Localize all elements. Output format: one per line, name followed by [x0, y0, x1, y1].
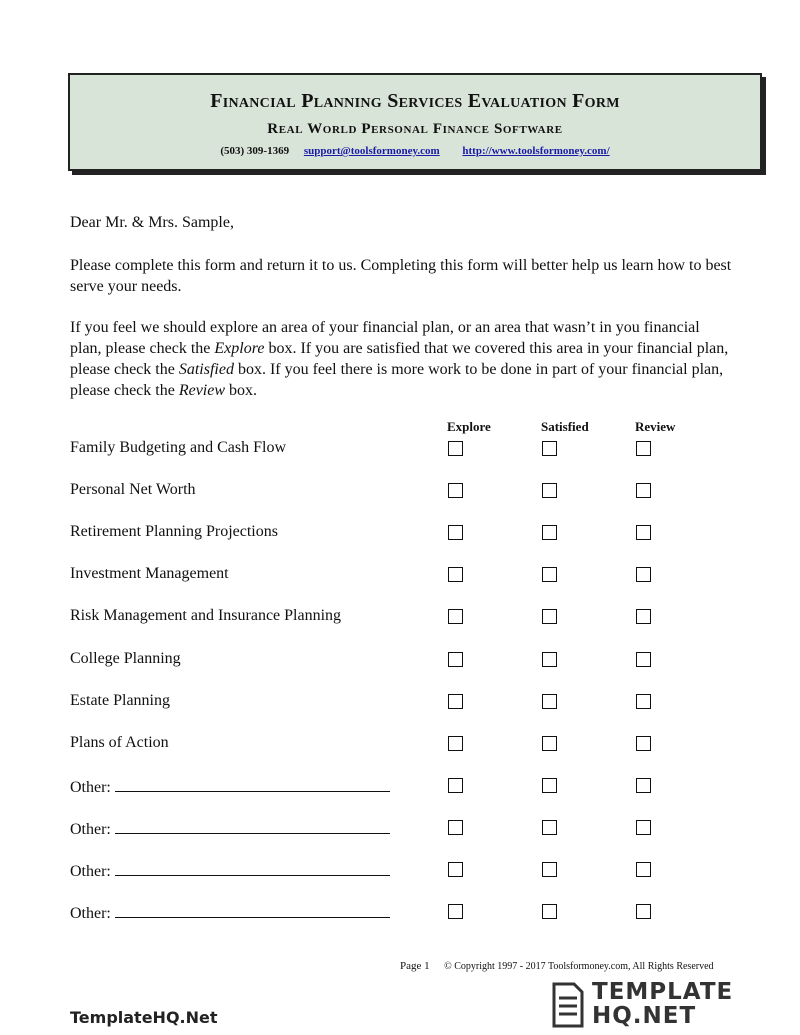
row-label: Other:	[70, 902, 390, 923]
explore-checkbox[interactable]	[448, 483, 463, 498]
column-header-explore: Explore	[447, 419, 491, 434]
evaluation-row	[70, 776, 710, 798]
column-header-satisfied: Satisfied	[541, 419, 589, 434]
row-label: Estate Planning	[70, 692, 170, 709]
watermark-left: TemplateHQ.Net	[70, 1008, 218, 1027]
page-footer	[400, 960, 714, 972]
satisfied-checkbox[interactable]	[542, 904, 557, 919]
explore-checkbox[interactable]	[448, 904, 463, 919]
explore-checkbox[interactable]	[448, 525, 463, 540]
form-subtitle: Real World Personal Finance Software	[267, 121, 563, 137]
explore-checkbox[interactable]	[448, 652, 463, 667]
intro-paragraph: Please complete this form and return it to us. Completing this form will better help us learn how to best serve your needs.	[70, 257, 732, 295]
explore-checkbox[interactable]	[448, 694, 463, 709]
satisfied-checkbox[interactable]	[542, 609, 557, 624]
row-label: Risk Management and Insurance Planning	[70, 607, 342, 624]
satisfied-checkbox[interactable]	[542, 567, 557, 582]
evaluation-row	[70, 650, 710, 672]
review-term: Review	[178, 382, 226, 399]
explore-checkbox[interactable]	[448, 736, 463, 751]
column-header-review: Review	[635, 419, 676, 434]
form-title: Financial Planning Services Evaluation Form	[210, 90, 620, 112]
row-label: Retirement Planning Projections	[70, 523, 278, 540]
page-number: Page 1	[400, 960, 430, 972]
satisfied-checkbox[interactable]	[542, 694, 557, 709]
row-label: Investment Management	[70, 565, 229, 582]
evaluation-row	[70, 818, 710, 840]
evaluation-row	[70, 607, 710, 629]
review-checkbox[interactable]	[636, 778, 651, 793]
explore-term: Explore	[214, 340, 265, 357]
form-header	[68, 73, 762, 171]
row-label: Other:	[70, 860, 390, 881]
website-link[interactable]: http://www.toolsformoney.com/	[462, 145, 610, 157]
copyright-notice: © Copyright 1997 - 2017 Toolsformoney.com, All Rights Reserved	[444, 961, 714, 972]
contact-line	[70, 145, 760, 157]
evaluation-row	[70, 902, 710, 924]
explore-checkbox[interactable]	[448, 820, 463, 835]
watermark-logo	[550, 980, 740, 1030]
satisfied-term: Satisfied	[178, 361, 234, 378]
other-blank-line[interactable]	[115, 860, 390, 876]
row-label: Other:	[70, 818, 390, 839]
satisfied-checkbox[interactable]	[542, 483, 557, 498]
email-link[interactable]: support@toolsformoney.com	[303, 145, 440, 157]
review-checkbox[interactable]	[636, 862, 651, 877]
other-blank-line[interactable]	[115, 818, 390, 834]
other-blank-line[interactable]	[115, 776, 390, 792]
evaluation-row	[70, 692, 710, 714]
instructions-paragraph: If you feel we should explore an area of your financial plan, or an area that wasn’t in you financial plan, please check the Explore box. If you are satisfied that we covered this area in your financial plan, please check the Satisfied box. If you feel there is more work to be done in part of your financial plan, please check the Review box.	[70, 319, 729, 399]
review-checkbox[interactable]	[636, 609, 651, 624]
row-label: Family Budgeting and Cash Flow	[70, 439, 286, 456]
explore-checkbox[interactable]	[448, 441, 463, 456]
review-checkbox[interactable]	[636, 820, 651, 835]
evaluation-row	[70, 734, 710, 756]
satisfied-checkbox[interactable]	[542, 862, 557, 877]
review-checkbox[interactable]	[636, 525, 651, 540]
row-label: College Planning	[70, 650, 181, 667]
evaluation-row	[70, 439, 710, 461]
review-checkbox[interactable]	[636, 652, 651, 667]
row-label: Other:	[70, 776, 390, 797]
watermark-line-2: HQ.NET	[592, 1003, 697, 1029]
satisfied-checkbox[interactable]	[542, 736, 557, 751]
satisfied-checkbox[interactable]	[542, 525, 557, 540]
explore-checkbox[interactable]	[448, 567, 463, 582]
review-checkbox[interactable]	[636, 904, 651, 919]
evaluation-row	[70, 860, 710, 882]
row-label: Personal Net Worth	[70, 481, 196, 498]
greeting: Dear Mr. & Mrs. Sample,	[70, 214, 234, 231]
review-checkbox[interactable]	[636, 441, 651, 456]
evaluation-row	[70, 481, 710, 503]
evaluation-row	[70, 565, 710, 587]
satisfied-checkbox[interactable]	[542, 441, 557, 456]
review-checkbox[interactable]	[636, 567, 651, 582]
review-checkbox[interactable]	[636, 694, 651, 709]
satisfied-checkbox[interactable]	[542, 652, 557, 667]
watermark-line-1: TEMPLATE	[592, 979, 734, 1005]
satisfied-checkbox[interactable]	[542, 820, 557, 835]
evaluation-row	[70, 523, 710, 545]
review-checkbox[interactable]	[636, 736, 651, 751]
explore-checkbox[interactable]	[448, 862, 463, 877]
other-blank-line[interactable]	[115, 902, 390, 918]
document-icon	[550, 982, 586, 1028]
row-label: Plans of Action	[70, 734, 169, 751]
explore-checkbox[interactable]	[448, 609, 463, 624]
phone-number: (503) 309-1369	[220, 145, 290, 157]
review-checkbox[interactable]	[636, 483, 651, 498]
explore-checkbox[interactable]	[448, 778, 463, 793]
satisfied-checkbox[interactable]	[542, 778, 557, 793]
